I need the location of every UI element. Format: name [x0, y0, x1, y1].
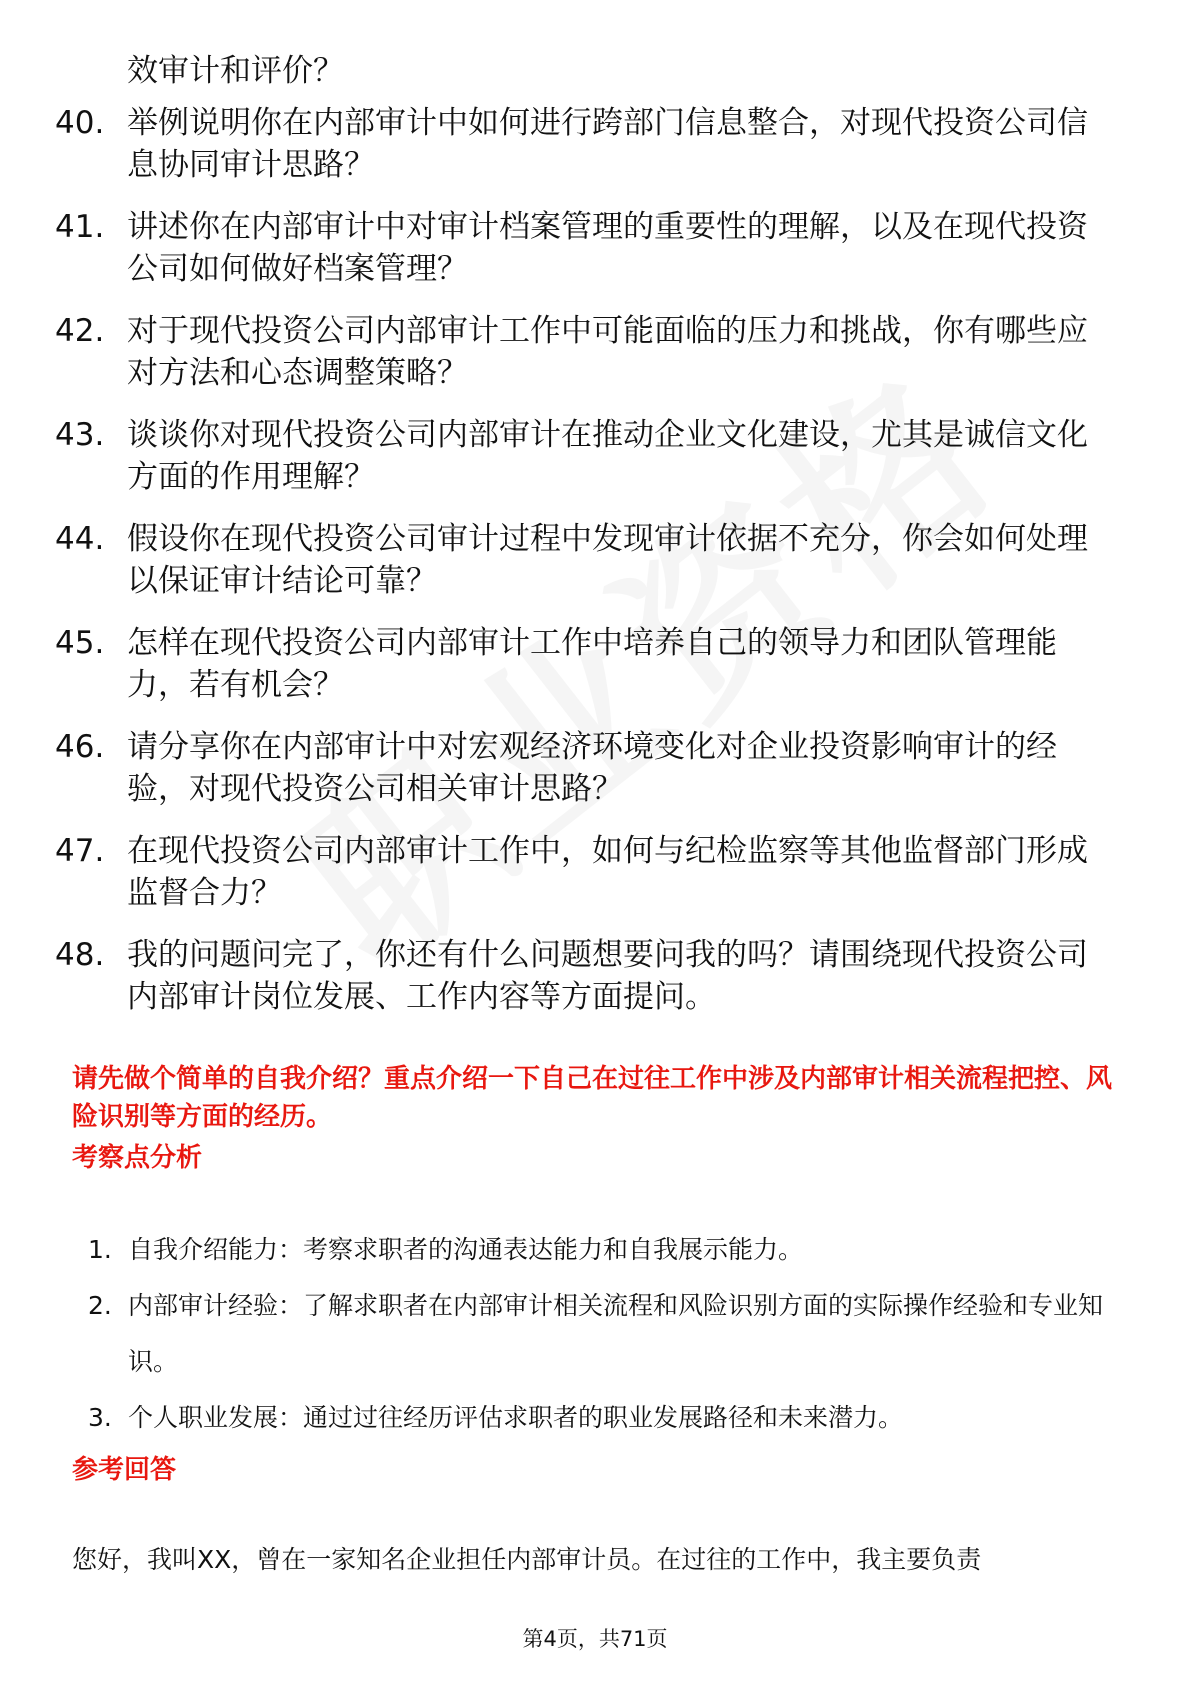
question-text: 请分享你在内部审计中对宏观经济环境变化对企业投资影响审计的经验，对现代投资公司相关审计思路？ [127, 729, 1057, 807]
analysis-text: 内部审计经验：了解求职者在内部审计相关流程和风险识别方面的实际操作经验和专业知识。 [128, 1291, 1104, 1376]
question-item [0, 414, 1190, 518]
page-footer: 第4页，共71页 [522, 1627, 668, 1651]
question-text: 讲述你在内部审计中对审计档案管理的重要性的理解，以及在现代投资公司如何做好档案管理？ [127, 209, 1088, 287]
question-text: 举例说明你在内部审计中如何进行跨部门信息整合，对现代投资公司信息协同审计思路？ [127, 105, 1088, 183]
question-item [0, 518, 1190, 622]
analysis-number: 3. [88, 1403, 112, 1432]
question-text: 在现代投资公司内部审计工作中，如何与纪检监察等其他监督部门形成监督合力？ [127, 833, 1088, 911]
question-number: 41. [55, 209, 105, 245]
highlight-question: 请先做个简单的自我介绍？重点介绍一下自己在过往工作中涉及内部审计相关流程把控、风险识别等方面的经历。 [72, 1064, 1113, 1132]
reference-title: 参考回答 [72, 1455, 177, 1485]
question-text: 谈谈你对现代投资公司内部审计在推动企业文化建设，尤其是诚信文化方面的作用理解？ [127, 417, 1088, 495]
question-item [0, 830, 1190, 934]
analysis-number: 1. [88, 1235, 112, 1264]
analysis-item [0, 1222, 1190, 1278]
analysis-item [0, 1278, 1190, 1390]
question-item [0, 622, 1190, 726]
analysis-text: 个人职业发展：通过过往经历评估求职者的职业发展路径和未来潜力。 [128, 1403, 904, 1432]
analysis-item [0, 1390, 1190, 1446]
analysis-title: 考察点分析 [72, 1143, 203, 1173]
analysis-text: 自我介绍能力：考察求职者的沟通表达能力和自我展示能力。 [128, 1235, 804, 1264]
reference-answer: 您好，我叫XX，曾在一家知名企业担任内部审计员。在过往的工作中，我主要负责 [72, 1545, 982, 1574]
question-text: 假设你在现代投资公司审计过程中发现审计依据不充分，你会如何处理以保证审计结论可靠？ [127, 521, 1088, 599]
question-number: 40. [55, 105, 105, 141]
question-number: 42. [55, 313, 105, 349]
question-text: 对于现代投资公司内部审计工作中可能面临的压力和挑战，你有哪些应对方法和心态调整策略？ [127, 313, 1088, 391]
question-item [0, 310, 1190, 414]
question-continuation: 效审计和评价？ [127, 53, 344, 89]
question-number: 45. [55, 625, 105, 661]
question-number: 47. [55, 833, 105, 869]
question-number: 43. [55, 417, 105, 453]
analysis-list [0, 1222, 1190, 1446]
question-item [0, 726, 1190, 830]
question-item [0, 102, 1190, 206]
question-item [0, 934, 1190, 1038]
question-number: 48. [55, 937, 105, 973]
question-list [0, 102, 1190, 1038]
question-text: 怎样在现代投资公司内部审计工作中培养自己的领导力和团队管理能力，若有机会？ [127, 625, 1057, 703]
question-text: 我的问题问完了，你还有什么问题想要问我的吗？请围绕现代投资公司内部审计岗位发展、工作内容等方面提问。 [127, 937, 1088, 1015]
question-number: 44. [55, 521, 105, 557]
question-number: 46. [55, 729, 105, 765]
question-item [0, 206, 1190, 310]
analysis-number: 2. [88, 1291, 112, 1320]
